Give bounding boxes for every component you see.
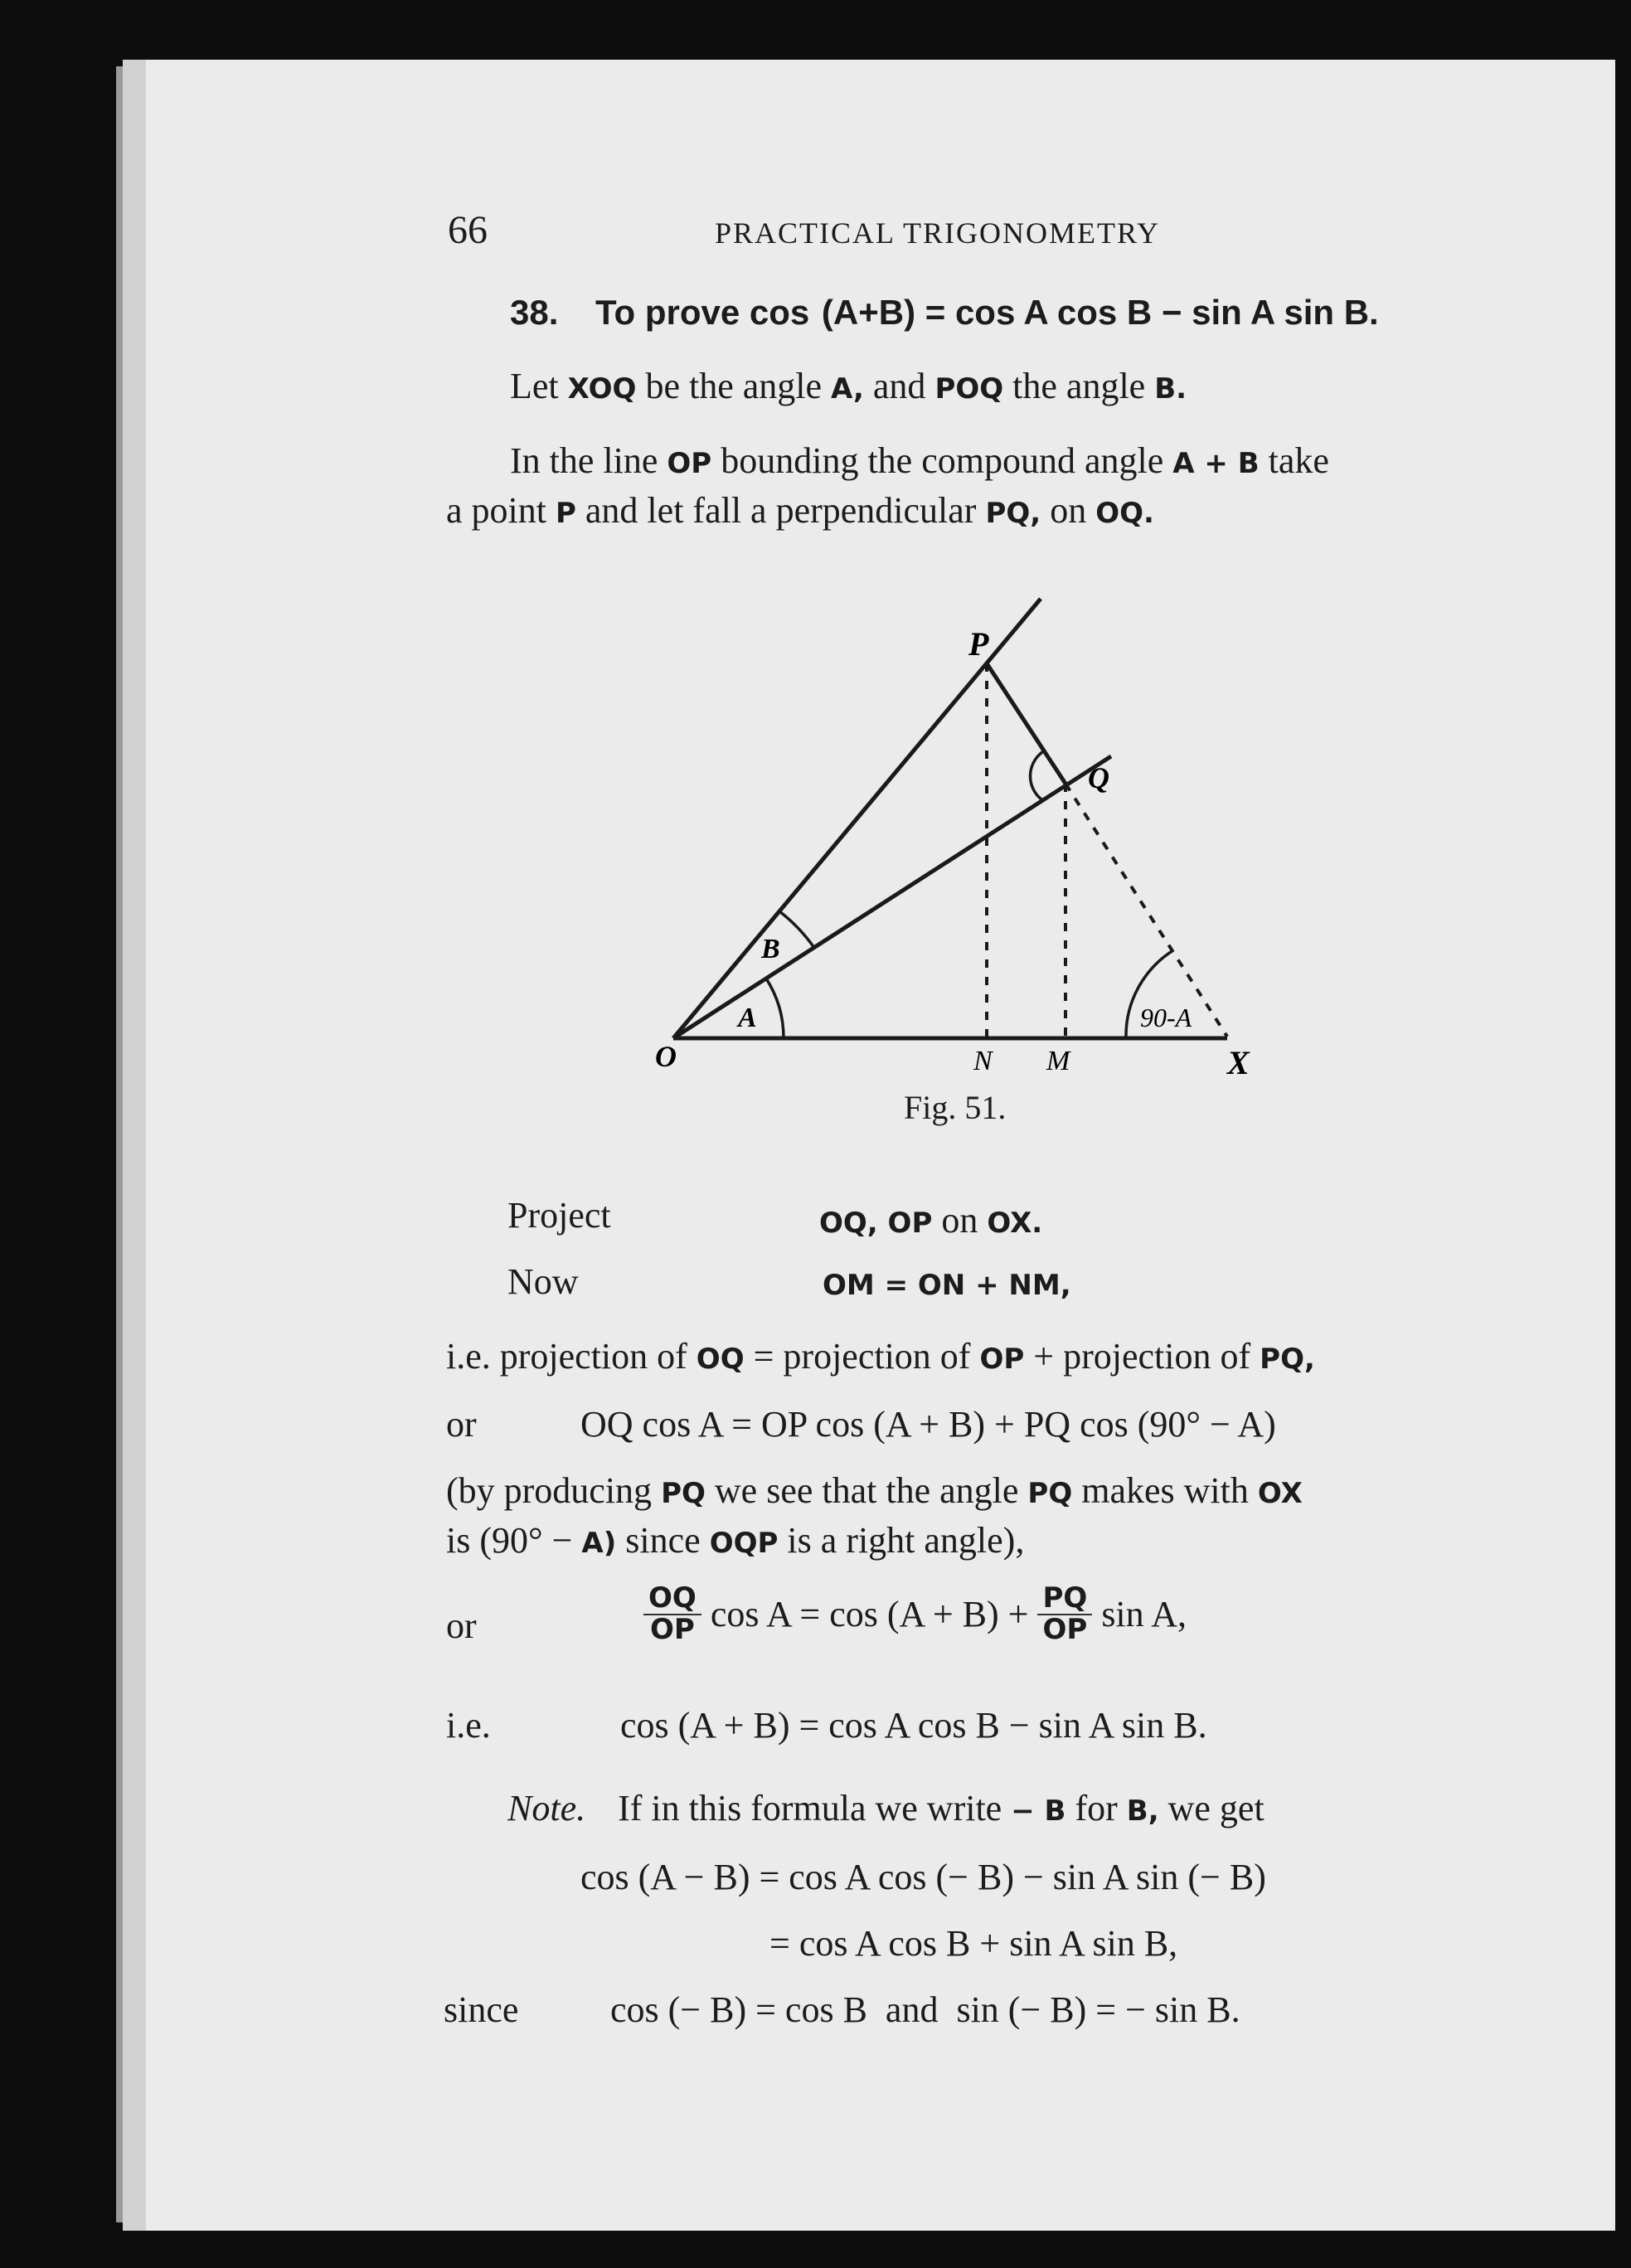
- label-a: A: [738, 1003, 757, 1033]
- text: and: [872, 366, 926, 406]
- text: OQP: [709, 1527, 779, 1560]
- text: OP: [667, 447, 712, 480]
- label-m: M: [1046, 1046, 1070, 1076]
- intro-line-1: [510, 365, 1187, 407]
- text: for: [1075, 1788, 1118, 1828]
- fraction-pq-op: [1037, 1581, 1092, 1646]
- intro-line-3: [446, 489, 1154, 532]
- intro-line-2: [510, 440, 1329, 482]
- text: PQ,: [1260, 1343, 1315, 1376]
- text: and let fall a perpendicular: [585, 490, 977, 531]
- text: OQ: [696, 1343, 745, 1376]
- text: OQ, OP: [819, 1207, 933, 1240]
- text: OX.: [987, 1207, 1043, 1240]
- label-q: Q: [1088, 761, 1109, 794]
- text: PQ,: [985, 497, 1041, 530]
- text: on: [1050, 490, 1087, 531]
- figure-51-diagram: [630, 580, 1294, 1095]
- page-number: 66: [448, 208, 488, 252]
- text: PQ: [661, 1477, 706, 1510]
- text: sin A,: [1101, 1594, 1187, 1635]
- text: be the angle: [645, 366, 823, 406]
- angle-arc-q: [1030, 750, 1045, 799]
- text: + projection of: [1033, 1336, 1251, 1377]
- fraction-equation: [643, 1581, 1187, 1646]
- text: P: [555, 497, 576, 530]
- now-expr: OM = ON + NM,: [823, 1269, 1071, 1302]
- or-label-2: or: [446, 1605, 477, 1646]
- numerator: OQ: [643, 1584, 701, 1615]
- text: A + B: [1172, 447, 1260, 480]
- text: − B: [1011, 1794, 1066, 1828]
- or-label-1: or: [446, 1404, 477, 1445]
- or-expr-1: OQ cos A = OP cos (A + B) + PQ cos (90° − A): [580, 1404, 1276, 1445]
- text: A,: [831, 372, 864, 406]
- text: OQ.: [1095, 497, 1154, 530]
- text: PQ: [1027, 1477, 1073, 1510]
- denominator: OP: [1042, 1612, 1088, 1646]
- text: bounding the compound angle: [721, 440, 1164, 481]
- label-angle-90-a: 90-A: [1140, 1003, 1192, 1032]
- projection-line: [446, 1335, 1315, 1377]
- text: A): [581, 1527, 617, 1560]
- text: is a right angle),: [787, 1520, 1025, 1561]
- running-title: PRACTICAL TRIGONOMETRY: [715, 216, 1161, 250]
- text: cos A = cos (A + B) +: [710, 1594, 1029, 1635]
- produced-pq: [1065, 784, 1227, 1037]
- text: B.: [1154, 372, 1187, 406]
- text: OX: [1257, 1477, 1303, 1510]
- text: In the line: [510, 440, 658, 481]
- denominator: OP: [649, 1612, 695, 1646]
- label-n: N: [973, 1046, 993, 1076]
- text: B,: [1126, 1794, 1159, 1828]
- paren-line-2: [446, 1519, 1024, 1561]
- text: If in this formula we write: [618, 1788, 1002, 1828]
- ie-label-2: i.e.: [446, 1705, 491, 1746]
- text: = projection of: [753, 1336, 971, 1377]
- label-o: O: [655, 1040, 677, 1073]
- text: (by producing: [446, 1470, 653, 1511]
- text: take: [1268, 440, 1329, 481]
- text: makes with: [1081, 1470, 1249, 1511]
- equation-line-2: = cos A cos B + sin A sin B,: [769, 1923, 1178, 1964]
- ie-expr-2: cos (A + B) = cos A cos B − sin A sin B.: [620, 1705, 1207, 1746]
- figure-caption: Fig. 51.: [904, 1089, 1007, 1126]
- now-label: Now: [507, 1261, 579, 1302]
- text: XOQ: [567, 372, 637, 406]
- line-pq: [987, 663, 1065, 784]
- section-heading: [510, 292, 1379, 333]
- paren-line-1: [446, 1469, 1303, 1512]
- note-label: Note.: [507, 1788, 586, 1828]
- line-oq: [673, 756, 1111, 1038]
- label-p: P: [968, 625, 989, 663]
- label-x: X: [1227, 1044, 1250, 1081]
- label-b: B: [761, 934, 780, 964]
- numerator: PQ: [1037, 1584, 1092, 1615]
- text: i.e. projection of: [446, 1336, 687, 1377]
- text: OP: [979, 1343, 1025, 1376]
- text: we get: [1167, 1788, 1265, 1828]
- heading-prefix: To prove cos: [595, 293, 810, 332]
- angle-arc-a: [766, 979, 784, 1038]
- text: a point: [446, 490, 546, 531]
- project-label: Project: [507, 1195, 611, 1236]
- text: POQ: [934, 372, 1004, 406]
- section-number: 38.: [510, 293, 559, 332]
- note-line: [507, 1787, 1265, 1829]
- heading-formula: (A+B) = cos A cos B − sin A sin B.: [821, 293, 1379, 332]
- fraction-oq-op: [643, 1581, 701, 1646]
- equation-line-1: cos (A − B) = cos A cos (− B) − sin A sin (− B): [580, 1857, 1266, 1897]
- since-expr: cos (− B) = cos B and sin (− B) = − sin B.: [610, 1989, 1240, 2030]
- since-label: since: [444, 1989, 519, 2030]
- text: since: [625, 1520, 701, 1561]
- text: is (90° −: [446, 1520, 573, 1561]
- text: on: [941, 1200, 978, 1241]
- text: we see that the angle: [714, 1470, 1019, 1511]
- project-expr: [819, 1199, 1042, 1241]
- angle-arc-b: [779, 911, 814, 948]
- text: the angle: [1012, 366, 1146, 406]
- text: Let: [510, 366, 559, 406]
